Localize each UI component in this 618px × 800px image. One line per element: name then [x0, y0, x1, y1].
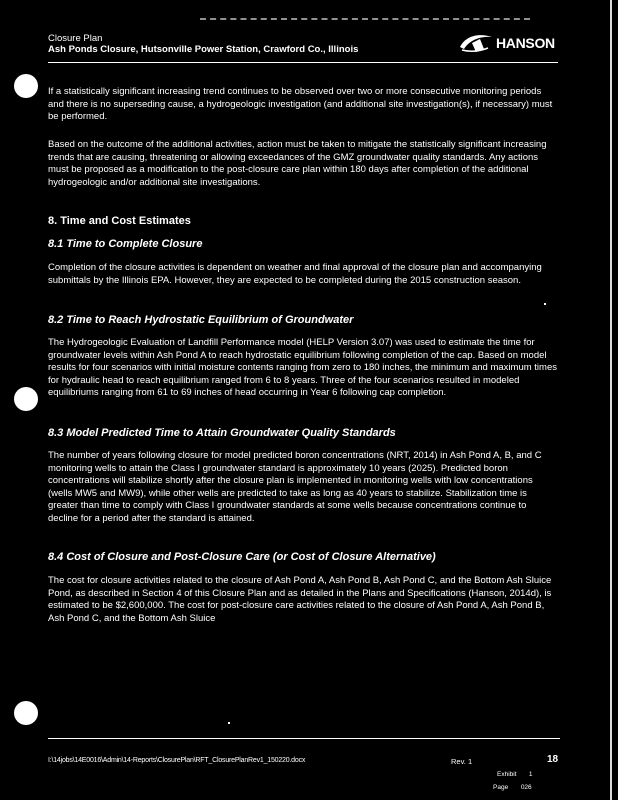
exhibit-value: 1 — [528, 771, 533, 778]
page-stamp-label: Page — [493, 784, 509, 791]
paragraph-8-2: The Hydrogeologic Evaluation of Landfill Performance model (HELP Version 3.07) was used to estimate the time for groundwater levels within Ash Pond A to reach hydrostatic equilibrium following completion of the cap. Based on model results for four scenarios with initial moisture contents ranging from zero to 180 inches, the minimum and maximum times for hydraulic head to reach equilibrium ranged from 6 to 8 years. Three of the four scenarios resulted in modeled equilibriums ranging from 61 to 69 inches of head occurring in Year 6 following cap completion. — [48, 337, 557, 398]
scan-speck — [228, 722, 230, 724]
logo-wordmark: HANSON — [496, 35, 555, 51]
page-stamp-value: 026 — [520, 784, 532, 791]
section-heading-8: 8. Time and Cost Estimates — [48, 215, 191, 227]
page-number: 18 — [547, 754, 559, 765]
footer-revision: Rev. 1 — [451, 757, 473, 766]
page-stamp — [493, 784, 532, 791]
scan-edge-right — [610, 0, 612, 800]
subsection-heading-8-2: 8.2 Time to Reach Hydrostatic Equilibrium of Groundwater — [48, 314, 354, 326]
punch-hole-bottom — [14, 701, 38, 725]
exhibit-label: Exhibit — [497, 771, 517, 778]
paragraph-8-4: The cost for closure activities related to the closure of Ash Pond A, Ash Pond B, Ash Pond C, and the Bottom Ash Sluice Pond, as described in Section 4 of this Closure Plan and as detailed in the Plans and Specifications (Hanson, 2014d), is estimated to be $2,600,000. The cost for post-closure care activities related to the closure of Ash Pond A, Ash Pond B, Ash Pond C, and the Bottom Ash Sluice — [48, 575, 552, 624]
paragraph-8-1: Completion of the closure activities is dependent on weather and final approval of the closure plan and accompanying submittals by the Illinois EPA. However, they are expected to be completed during the 2015 construction season. — [48, 262, 542, 286]
paragraph-trend: If a statistically significant increasing trend continues to be observed over two or more consecutive monitoring periods and there is no superseding cause, a hydrogeologic investigation (and additional site investigation(s), if necessary) must be performed. — [48, 86, 553, 122]
hanson-swoosh-icon — [458, 33, 494, 53]
subsection-heading-8-1: 8.1 Time to Complete Closure — [48, 238, 203, 250]
footer-divider — [48, 738, 560, 739]
paragraph-8-3: The number of years following closure for model predicted boron concentrations (NRT, 2014) in Ash Pond A, B, and C monitoring wells to attain the Class I groundwater standard is approximately 10 years (2025). Predicted boron concentrations will stabilize shortly after the closure plan is implemented in monitoring wells with low concentrations (wells MW5 and MW9), while other wells are predicted to take as long as 40 years to stabilize. Stabilization time is greater than time to comply with Class I groundwater standards at some wells because concentrations continue to decline for a period after the standard is attained. — [48, 450, 542, 524]
exhibit-stamp — [497, 771, 532, 778]
header-project-title: Ash Ponds Closure, Hutsonville Power Station, Crawford Co., Illinois — [48, 44, 359, 55]
header-divider — [48, 62, 558, 63]
subsection-heading-8-4: 8.4 Cost of Closure and Post-Closure Care (or Cost of Closure Alternative) — [48, 551, 436, 563]
scan-artifact-top — [200, 18, 530, 24]
scan-speck — [544, 303, 546, 305]
paragraph-mitigation: Based on the outcome of the additional activities, action must be taken to mitigate the statistically significant increasing trends that are causing, threatening or allowing exceedances of the GMZ groundwater quality standards. Any actions must be proposed as a modification to the post-closure care plan within 180 days after completion of the additional hydrogeologic and/or additional site investigations. — [48, 139, 547, 188]
header-doc-type: Closure Plan — [48, 33, 103, 44]
hanson-logo — [458, 33, 555, 53]
subsection-heading-8-3: 8.3 Model Predicted Time to Attain Groundwater Quality Standards — [48, 427, 396, 439]
punch-hole-top — [14, 74, 38, 98]
footer-file-path: I:\14jobs\14E0016\Admin\14-Reports\ClosurePlan\RFT_ClosurePlanRev1_150220.docx — [48, 757, 306, 764]
punch-hole-middle — [14, 387, 38, 411]
